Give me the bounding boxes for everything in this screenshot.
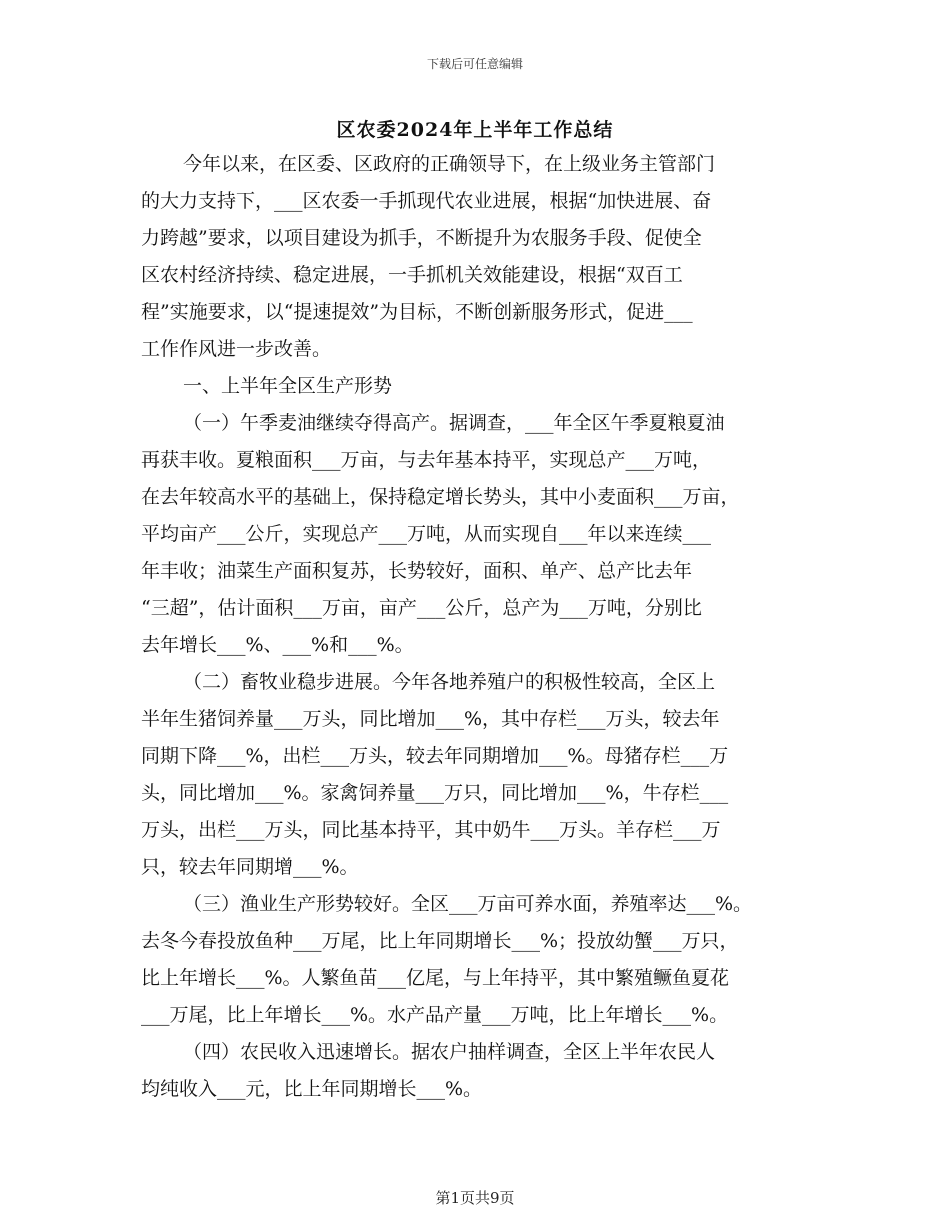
paragraph-line: 去冬今春投放鱼种___万尾，比上年同期增长___%；投放幼蟹___万只， xyxy=(141,930,739,952)
paragraph-line: 平均亩产___公斤，实现总产___万吨，从而实现自___年以来连续___ xyxy=(141,523,712,545)
paragraph-line: ___万尾，比上年增长___%。水产品产量___万吨，比上年增长___%。 xyxy=(141,1004,729,1026)
paragraph-line: 区农村经济持续、稳定进展，一手抓机关效能建设，根据“双百工 xyxy=(141,264,683,286)
paragraph-line: 工作作风进一步改善。 xyxy=(141,338,332,360)
paragraph-line: 去年增长___%、___%和___%。 xyxy=(141,634,414,656)
paragraph-line: 今年以来，在区委、区政府的正确领导下，在上级业务主管部门 xyxy=(183,153,716,175)
paragraph-line: 年丰收；油菜生产面积复苏，长势较好，面积、单产、总产比去年 xyxy=(141,560,693,582)
paragraph-line: 均纯收入___元，比上年同期增长___%。 xyxy=(141,1078,483,1100)
paragraph-line: 只，较去年同期增___%。 xyxy=(141,856,359,878)
paragraph-line: 在去年较高水平的基础上，保持稳定增长势头，其中小麦面积___万亩， xyxy=(141,486,740,508)
paragraph-line: 再获丰收。夏粮面积___万亩，与去年基本持平，实现总产___万吨， xyxy=(141,449,712,471)
document-title: 区农委2024年上半年工作总结 xyxy=(336,119,614,141)
paragraph-line: 程”实施要求，以“提速提效”为目标，不断创新服务形式，促进___ xyxy=(141,301,693,323)
paragraph-line: 半年生猪饲养量___万头，同比增加___%，其中存栏___万头，较去年 xyxy=(141,708,720,730)
paragraph-line: 的大力支持下，___区农委一手抓现代农业进展，根据“加快进展、奋 xyxy=(141,190,712,212)
paragraph-line: 同期下降___%，出栏___万头，较去年同期增加___%。母猪存栏___万 xyxy=(141,745,729,767)
paragraph-line: 力跨越”要求，以项目建设为抓手，不断提升为农服务手段、促使全 xyxy=(141,227,702,249)
header-note: 下载后可任意编辑 xyxy=(426,57,523,71)
paragraph-line: （一）午季麦油继续夺得高产。据调查，___年全区午季夏粮夏油 xyxy=(183,412,725,434)
paragraph-line: （二）畜牧业稳步进展。今年各地养殖户的积极性较高，全区上 xyxy=(183,671,716,693)
paragraph-line: 万头，出栏___万头，同比基本持平，其中奶牛___万头。羊存栏___万 xyxy=(141,819,721,841)
paragraph-line: 比上年增长___%。人繁鱼苗___亿尾，与上年持平，其中繁殖鳜鱼夏花 xyxy=(141,967,730,989)
paragraph-line: （四）农民收入迅速增长。据农户抽样调查，全区上半年农民人 xyxy=(183,1041,716,1063)
paragraph-line: 头，同比增加___%。家禽饲养量___万只，同比增加___%，牛存栏___ xyxy=(141,782,729,804)
paragraph-line: （三）渔业生产形势较好。全区___万亩可养水面，养殖率达___%。 xyxy=(183,893,753,915)
section-heading: 一、上半年全区生产形势 xyxy=(183,375,393,397)
paragraph-line: “三超”，估计面积___万亩，亩产___公斤，总产为___万吨，分别比 xyxy=(141,597,702,619)
page-number-footer: 第1页共9页 xyxy=(435,1189,515,1207)
